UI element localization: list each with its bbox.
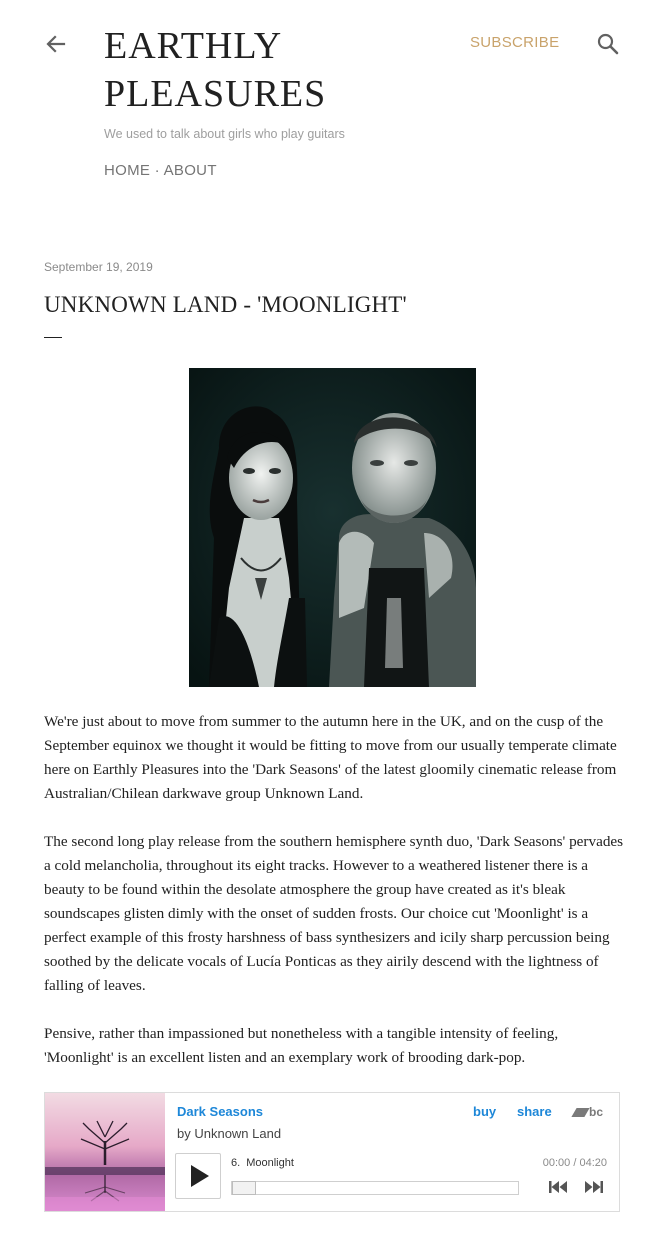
artist-link[interactable]: by Unknown Land xyxy=(177,1126,282,1141)
bandcamp-logo-text: bc xyxy=(589,1105,604,1119)
site-title[interactable] xyxy=(104,22,404,118)
main-nav xyxy=(104,162,217,179)
track-time: 00:00 / 04:20 xyxy=(542,1157,607,1169)
track-title[interactable]: Moonlight xyxy=(246,1157,294,1169)
track-number: 6. xyxy=(231,1157,241,1169)
post-body xyxy=(44,710,624,1094)
buy-link[interactable]: buy xyxy=(473,1104,497,1119)
post-paragraph: Pensive, rather than impassioned but nonetheless with a tangible intensity of feeling, 'Moonlight' is an excellent listen and an exemplary work of brooding dark-pop. xyxy=(44,1025,559,1066)
post-title[interactable]: UNKNOWN LAND - 'MOONLIGHT' xyxy=(44,292,407,317)
skip-next-icon xyxy=(584,1180,604,1194)
album-art-image xyxy=(45,1093,165,1211)
play-button[interactable] xyxy=(175,1153,221,1199)
band-photo-image xyxy=(189,368,476,687)
magnifier-icon xyxy=(594,30,622,58)
site-title-line-1: EARTHLY xyxy=(104,25,283,67)
nav-about-link[interactable]: ABOUT xyxy=(163,162,217,179)
bandcamp-logo[interactable] xyxy=(574,1105,603,1119)
nav-separator: · xyxy=(150,162,164,179)
bandcamp-player xyxy=(44,1092,620,1212)
subscribe-button[interactable]: SUBSCRIBE xyxy=(470,34,560,51)
previous-track-button[interactable] xyxy=(548,1180,568,1194)
band-photo[interactable] xyxy=(189,368,476,687)
bandcamp-logo-icon xyxy=(571,1108,589,1117)
nav-home-link[interactable]: HOME xyxy=(104,162,151,179)
post-paragraph: The second long play release from the southern hemisphere synth duo, 'Dark Seasons' pervades a cold melancholia, throughout its eight tracks. However to a weathered listener there is a beauty to be found within the desolate atmosphere the group have created as it's bleak soundscapes glisten dimly with the onset of sudden frosts. Our choice cut 'Moonlight' is a perfect example of this frosty harshness of bass synthesizers and icily sharp percussion being soothed by the delicate vocals of Lucía Ponticas as they airily descend with the lightness of falling of leaves. xyxy=(44,833,624,994)
search-button[interactable] xyxy=(594,30,622,58)
site-title-line-2: PLEASURES xyxy=(104,73,327,115)
play-icon xyxy=(176,1154,220,1198)
arrow-left-icon xyxy=(40,28,72,60)
progress-bar[interactable] xyxy=(231,1181,519,1195)
skip-previous-icon xyxy=(548,1180,568,1194)
album-art[interactable] xyxy=(45,1093,165,1211)
current-track xyxy=(231,1157,294,1169)
progress-thumb[interactable] xyxy=(232,1181,256,1195)
back-button[interactable] xyxy=(40,28,72,60)
share-link[interactable]: share xyxy=(517,1104,552,1119)
site-tagline: We used to talk about girls who play guitars xyxy=(104,127,345,141)
title-divider xyxy=(44,337,62,338)
next-track-button[interactable] xyxy=(584,1180,604,1194)
album-title-link[interactable]: Dark Seasons xyxy=(177,1104,263,1119)
post-date[interactable]: September 19, 2019 xyxy=(44,260,153,274)
post-paragraph: We're just about to move from summer to the autumn here in the UK, and on the cusp of the September equinox we thought it would be fitting to move from our usually temperate climate here on Earthly Pleasures into the 'Dark Seasons' of the latest gloomily cinematic release from Australian/Chilean darkwave group Unknown Land. xyxy=(44,713,617,802)
